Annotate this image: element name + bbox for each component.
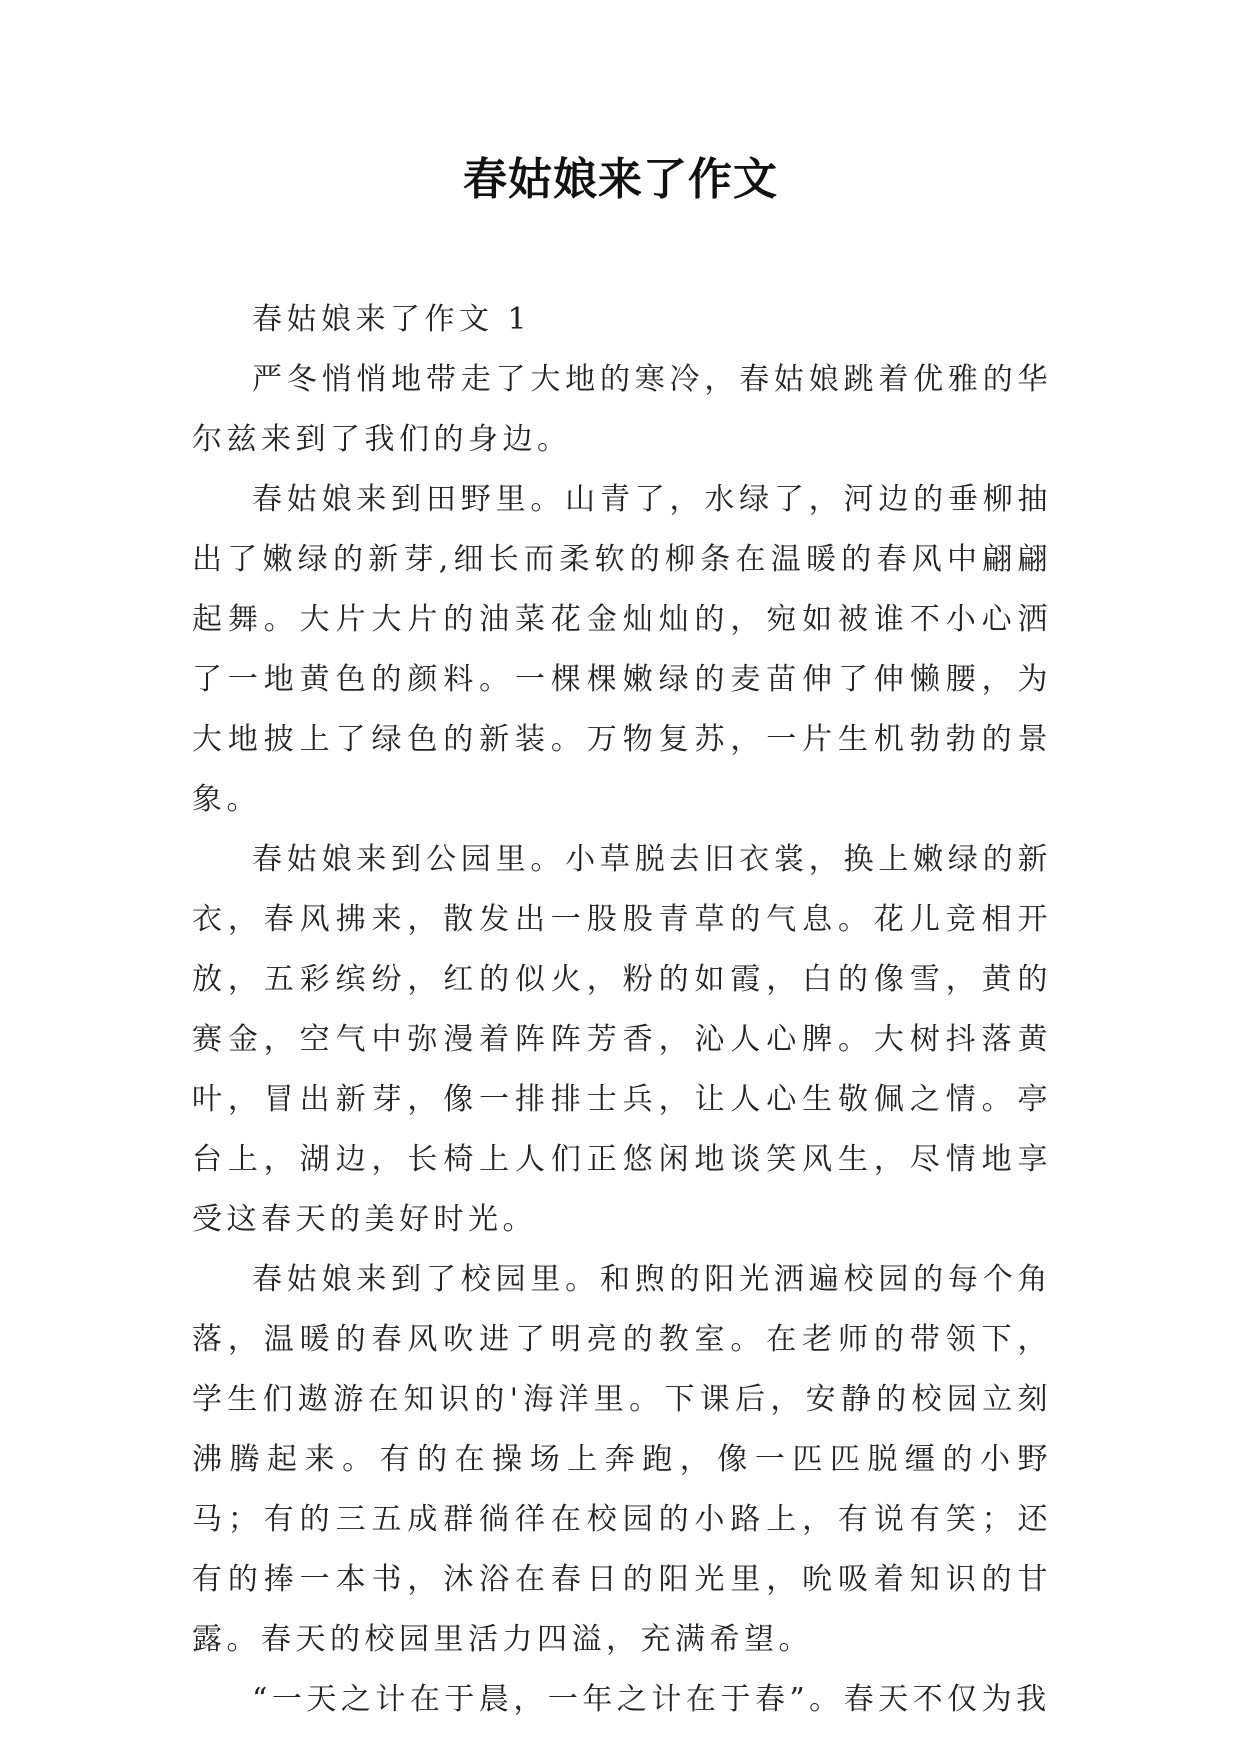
paragraph-heading: 春姑娘来了作文 1: [252, 302, 532, 337]
paragraph: 春姑娘来到公园里。小草脱去旧衣裳，换上嫩绿的新衣，春风拂来，散发出一股股青草的气息。花儿竞相开放，五彩缤纷，红的似火，粉的如霞，白的像雪，黄的赛金，空气中弥漫着阵阵芳香，沁人心脾。大树抖落黄叶，冒出新芽，像一排排士兵，让人心生敬佩之情。亭台上，湖边，长椅上人们正悠闲地谈笑风生，尽情地享受这春天的美好时光。: [192, 842, 1052, 1237]
document-title: 春姑娘来了作文: [463, 154, 778, 205]
paragraph: 春姑娘来到了校园里。和煦的阳光洒遍校园的每个角落，温暖的春风吹进了明亮的教室。在老师的带领下，学生们遨游在知识的'海洋里。下课后，安静的校园立刻沸腾起来。有的在操场上奔跑，像一匹匹脱缰的小野马；有的三五成群徜徉在校园的小路上，有说有笑；还有的捧一本书，沐浴在春日的阳光里，吮吸着知识的甘露。春天的校园里活力四溢，充满希望。: [192, 1262, 1052, 1657]
paragraph: 严冬悄悄地带走了大地的寒冷，春姑娘跳着优雅的华尔兹来到了我们的身边。: [192, 362, 1052, 457]
document-body: [192, 290, 1052, 1730]
paragraph: 春姑娘来到田野里。山青了，水绿了，河边的垂柳抽出了嫩绿的新芽,细长而柔软的柳条在温暖的春风中翩翩起舞。大片大片的油菜花金灿灿的，宛如被谁不小心洒了一地黄色的颜料。一棵棵嫩绿的麦苗伸了伸懒腰，为大地披上了绿色的新装。万物复苏，一片生机勃勃的景象。: [192, 482, 1052, 817]
paragraph: “一天之计在于晨，一年之计在于春”。春天不仅为我: [252, 1682, 1051, 1717]
